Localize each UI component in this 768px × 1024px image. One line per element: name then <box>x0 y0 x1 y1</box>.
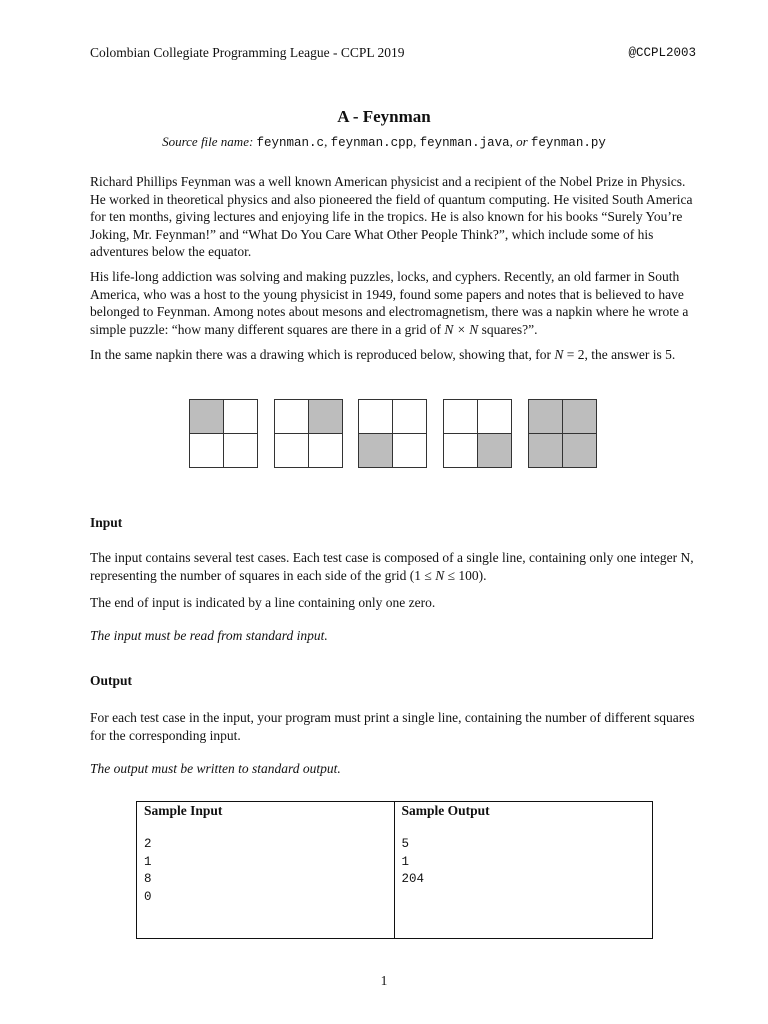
statement-paragraph-3 <box>90 346 696 364</box>
sample-table <box>136 801 653 939</box>
empty-cell <box>393 400 427 434</box>
file-cpp: feynman.cpp <box>330 136 414 150</box>
filled-cell <box>190 400 224 434</box>
page-number: 1 <box>380 973 388 988</box>
grid-1 <box>189 399 258 468</box>
file-c: feynman.c <box>256 136 325 150</box>
sample-input-line: 1 <box>144 854 152 869</box>
sample-output-title: Sample Output <box>401 803 490 818</box>
sample-output-line: 204 <box>401 872 425 886</box>
p3-text-before: In the same napkin there was a drawing which is reproduced below, showing that, for <box>90 347 555 362</box>
input-math: N <box>435 567 445 583</box>
grid-2 <box>274 399 343 468</box>
filled-cell <box>563 434 597 468</box>
empty-cell <box>444 400 478 434</box>
sample-output-lines <box>402 836 646 889</box>
p2-math: N × N <box>444 321 479 337</box>
sample-input-lines <box>144 836 387 906</box>
empty-cell <box>190 434 224 468</box>
output-paragraph-1: For each test case in the input, your program must print a single line, containing the number of different squares for the corresponding input. <box>90 710 695 743</box>
output-heading: Output <box>90 673 133 688</box>
filled-cell <box>309 400 343 434</box>
sample-output-column <box>395 802 653 938</box>
empty-cell <box>309 434 343 468</box>
file-py: feynman.py <box>530 136 606 150</box>
p2-text-before: His life-long addiction was solving and making puzzles, locks, and cyphers. Recently, an old farmer in South America, who was a host to the young physicist in 1949, found some papers and notes that is believed to have belonged to Feynman. Among notes about mesons and electromagnetism, there was a napkin where he wrote a simple puzzle: “how many different squares are there in a grid of <box>90 269 689 337</box>
input-paragraph-1 <box>90 549 696 584</box>
p3-math: N <box>554 347 564 362</box>
empty-cell <box>444 434 478 468</box>
empty-cell <box>224 400 258 434</box>
input-text-after: ≤ 100). <box>444 567 487 583</box>
input-note: The input must be read from standard input. <box>90 628 328 643</box>
empty-cell <box>275 434 309 468</box>
grid-3 <box>358 399 427 468</box>
sample-input-line: 0 <box>144 889 152 904</box>
p3-text-after: = 2, the answer is 5. <box>563 347 676 362</box>
empty-cell <box>393 434 427 468</box>
input-heading: Input <box>90 515 123 530</box>
filled-cell <box>359 434 393 468</box>
grid-5 <box>528 399 597 468</box>
statement-paragraph-2 <box>90 268 696 338</box>
filled-cell <box>563 400 597 434</box>
empty-cell <box>224 434 258 468</box>
empty-cell <box>478 400 512 434</box>
p2-text-after: squares?”. <box>478 321 538 337</box>
header-code: @CCPL2003 <box>628 46 696 60</box>
filled-cell <box>478 434 512 468</box>
sample-input-column <box>137 802 395 938</box>
input-paragraph-2: The end of input is indicated by a line containing only one zero. <box>90 595 436 610</box>
problem-title: A - Feynman <box>337 107 431 126</box>
sample-input-line: 8 <box>144 872 152 886</box>
empty-cell <box>359 400 393 434</box>
header-contest: Colombian Collegiate Programming League - CCPL 2019 <box>90 45 405 60</box>
source-file-label: Source file name: <box>162 134 254 149</box>
filled-cell <box>529 434 563 468</box>
file-java: feynman.java <box>419 136 510 150</box>
input-text-before: The input contains several test cases. Each test case is composed of a single line, containing only one integer N, representing the number of squares in each side of the grid (1 ≤ <box>90 550 694 583</box>
empty-cell <box>275 400 309 434</box>
grid-4 <box>443 399 512 468</box>
output-note: The output must be written to standard output. <box>90 761 341 776</box>
sample-input-title: Sample Input <box>144 803 223 818</box>
filled-cell <box>529 400 563 434</box>
source-file-line: Source file name: feynman.c, feynman.cpp, feynman.java, or feynman.py <box>162 134 606 150</box>
or-word: or <box>516 134 528 149</box>
sample-output-line: 5 <box>401 837 410 851</box>
statement-paragraph-1: Richard Phillips Feynman was a well known American physicist and a recipient of the Nobel Prize in Physics. He worked in theoretical physics and also pioneered the field of quantum computing. He visited South America for ten months, giving lectures and enjoying life in the tropics. He is also known for his books “Surely You’re Joking, Mr. Feynman!” and “What Do You Care What Other People Think?”, which include some of his adventures below the equator. <box>90 174 693 260</box>
sample-input-line: 2 <box>144 837 152 851</box>
sample-output-line: 1 <box>401 854 410 869</box>
